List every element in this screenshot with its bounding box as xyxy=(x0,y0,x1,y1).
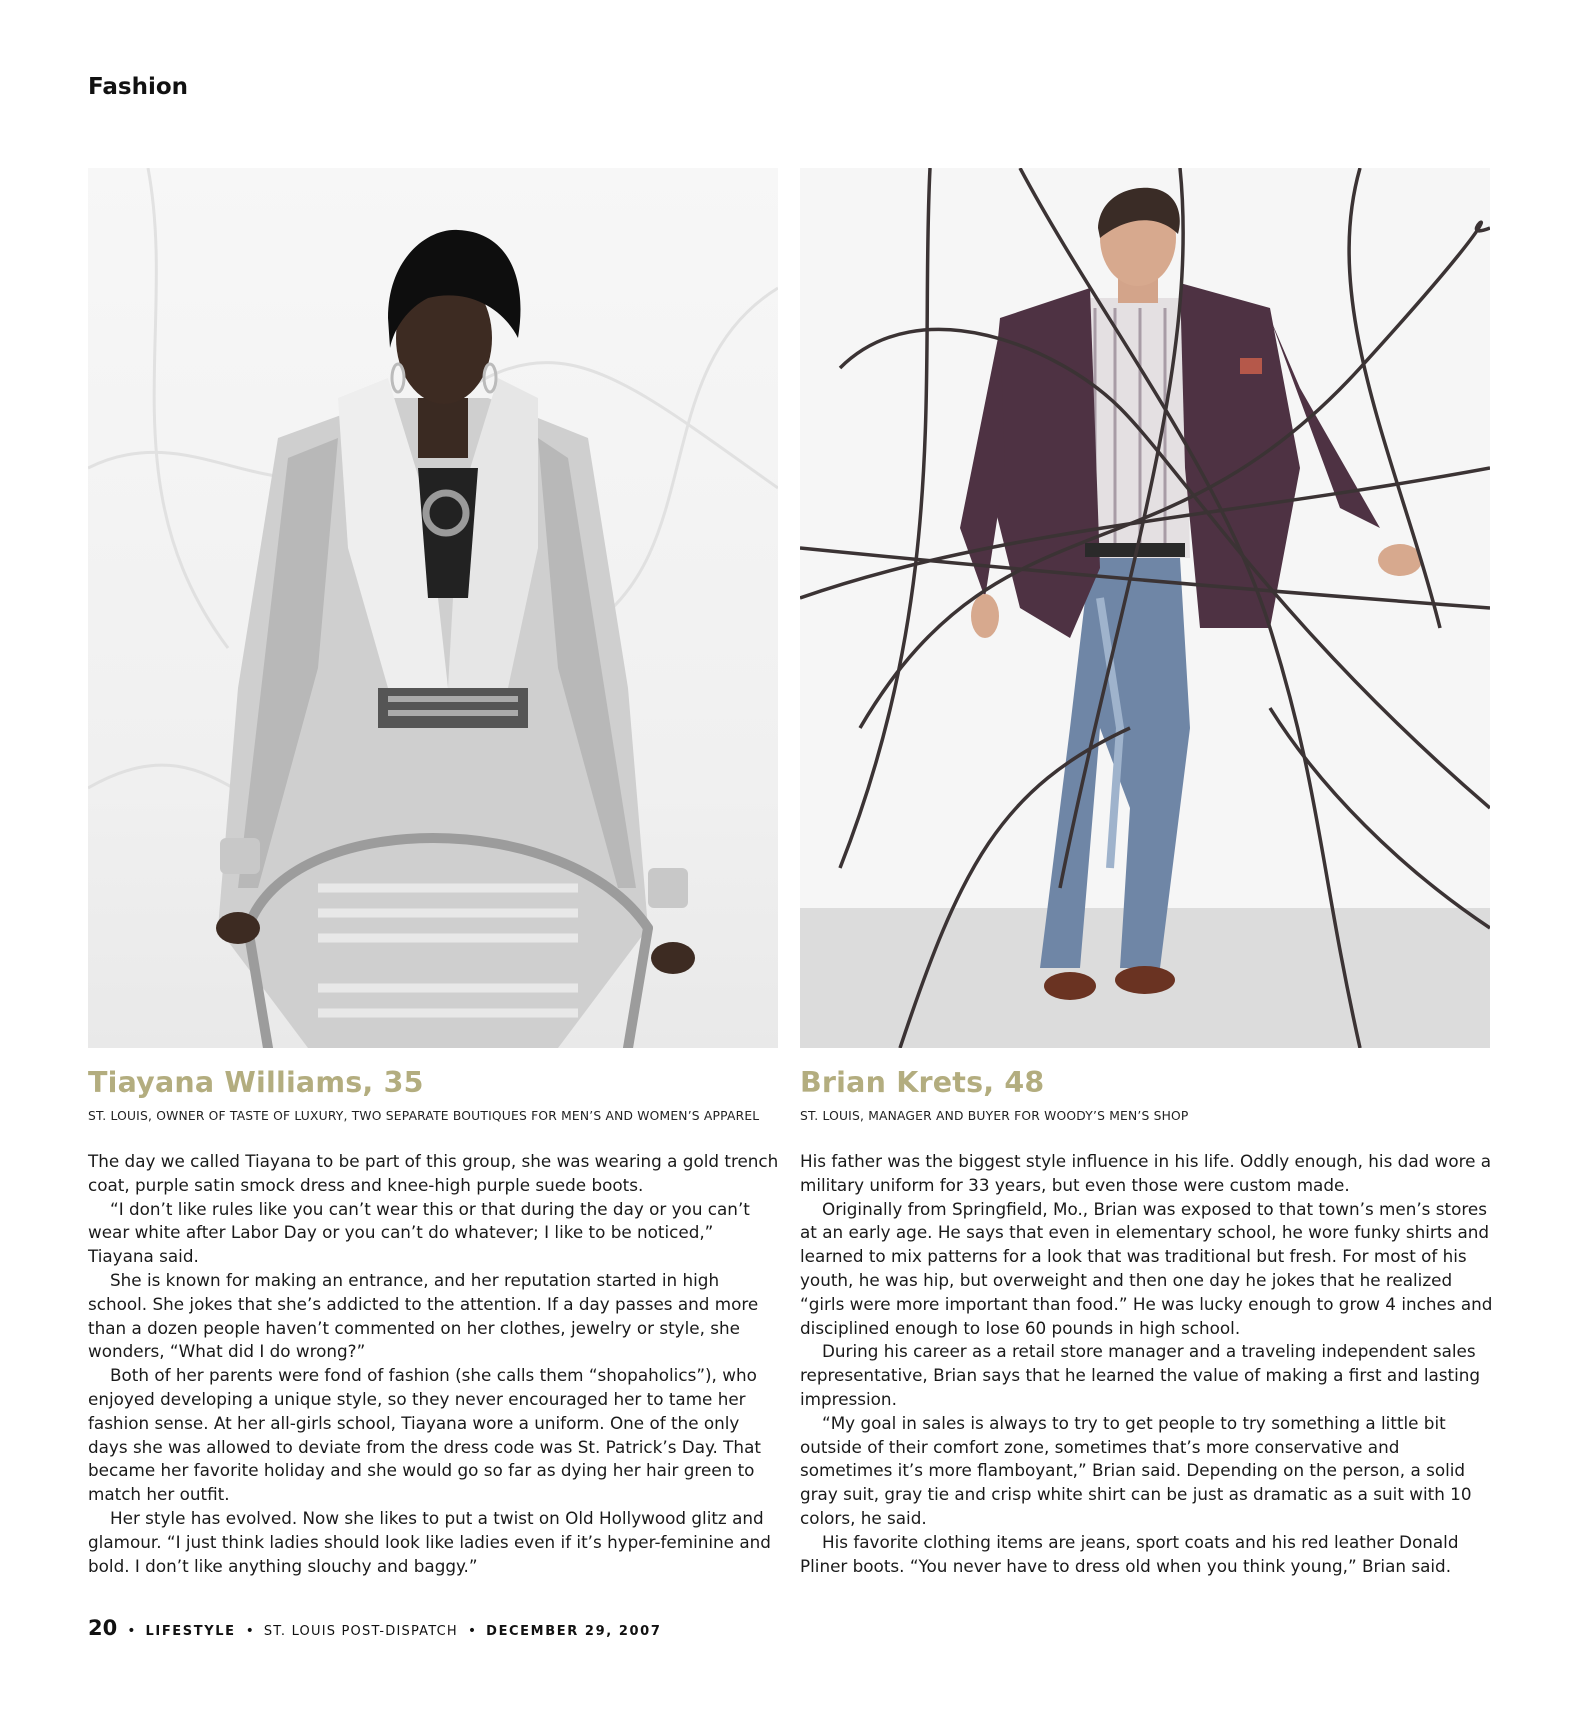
photo-tiayana-williams xyxy=(88,168,778,1048)
paragraph: Originally from Springfield, Mo., Brian was exposed to that town’s men’s stores at an early age. He says that even in elementary school, he wore funky shirts and learned to mix patterns for a look that was traditional but fresh. For most of his youth, he was hip, but overweight and then one day he jokes that he realized “girls were more important than food.” He was lucky enough to grow 4 inches and disciplined enough to lose 60 pounds in high school. xyxy=(800,1198,1493,1338)
portrait-illustration-man xyxy=(800,168,1490,1048)
photo-brian-krets xyxy=(800,168,1490,1048)
paragraph: She is known for making an entrance, and her reputation started in high school. She jokes that she’s addicted to the attention. If a day passes and more than a dozen people haven’t commented on her clothes, jewelry or style, she wonders, “What did I do wrong?” xyxy=(88,1269,759,1362)
footer-separator: • xyxy=(467,1623,477,1639)
page-footer xyxy=(88,1616,661,1640)
paragraph: His father was the biggest style influence in his life. Oddly enough, his dad wore a military uniform for 33 years, but even those were custom made. xyxy=(800,1151,1492,1195)
page-number: 20 xyxy=(88,1616,118,1640)
paragraph: Both of her parents were fond of fashion (she calls them “shopaholics”), who enjoyed developing a unique style, so they never encouraged her to tame her fashion sense. At her all-girls school, Tiayana wore a uniform. One of the only days she was allowed to deviate from the dress code was St. Patrick’s Day. That became her favorite holiday and she would go so far as dying her hair green to match her outfit. xyxy=(88,1365,761,1505)
profile-name-brian: Brian Krets, 48 xyxy=(800,1066,1045,1099)
paragraph: Her style has evolved. Now she likes to put a twist on Old Hollywood glitz and glamour. “I just think ladies should look like ladies even if it’s hyper-feminine and bold. I don’t like anything slouchy and baggy.” xyxy=(88,1507,771,1576)
footer-separator: • xyxy=(127,1623,136,1639)
paragraph: His favorite clothing items are jeans, sport coats and his red leather Donald Pliner boots. “You never have to dress old when you think young,” Brian said. xyxy=(800,1531,1459,1576)
footer-date: DECEMBER 29, 2007 xyxy=(486,1624,662,1639)
profile-name-tiayana: Tiayana Williams, 35 xyxy=(88,1066,424,1099)
paragraph: “I don’t like rules like you can’t wear this or that during the day or you can’t wear white after Labor Day or you can’t do whatever; I like to be noticed,” Tiayana said. xyxy=(88,1198,750,1267)
portrait-illustration-woman xyxy=(88,168,778,1048)
footer-publication: ST. LOUIS POST-DISPATCH xyxy=(263,1624,458,1639)
paragraph: The day we called Tiayana to be part of this group, she was wearing a gold trench coat, purple satin smock dress and knee-high purple suede boots. xyxy=(88,1151,779,1195)
paragraph: “My goal in sales is always to try to get people to try something a little bit outside of their comfort zone, sometimes that’s more conservative and sometimes it’s more flamboyant,” Brian said. Depending on the person, a solid gray suit, gray tie and crisp white shirt can be just as dramatic as a suit with 10 colors, he said. xyxy=(800,1412,1472,1528)
article-column-brian xyxy=(800,1150,1495,1578)
footer-separator: • xyxy=(245,1623,254,1639)
paragraph: During his career as a retail store manager and a traveling independent sales representative, Brian says that he learned the value of making a first and lasting impression. xyxy=(800,1341,1481,1409)
profile-subtitle-tiayana: ST. LOUIS, OWNER OF TASTE OF LUXURY, TWO SEPARATE BOUTIQUES FOR MEN’S AND WOMEN’S APPAREL xyxy=(88,1109,760,1123)
article-column-tiayana xyxy=(88,1150,783,1578)
section-label: Fashion xyxy=(88,74,189,100)
footer-section: LIFESTYLE xyxy=(145,1624,236,1639)
profile-subtitle-brian: ST. LOUIS, MANAGER AND BUYER FOR WOODY’S MEN’S SHOP xyxy=(800,1109,1189,1123)
